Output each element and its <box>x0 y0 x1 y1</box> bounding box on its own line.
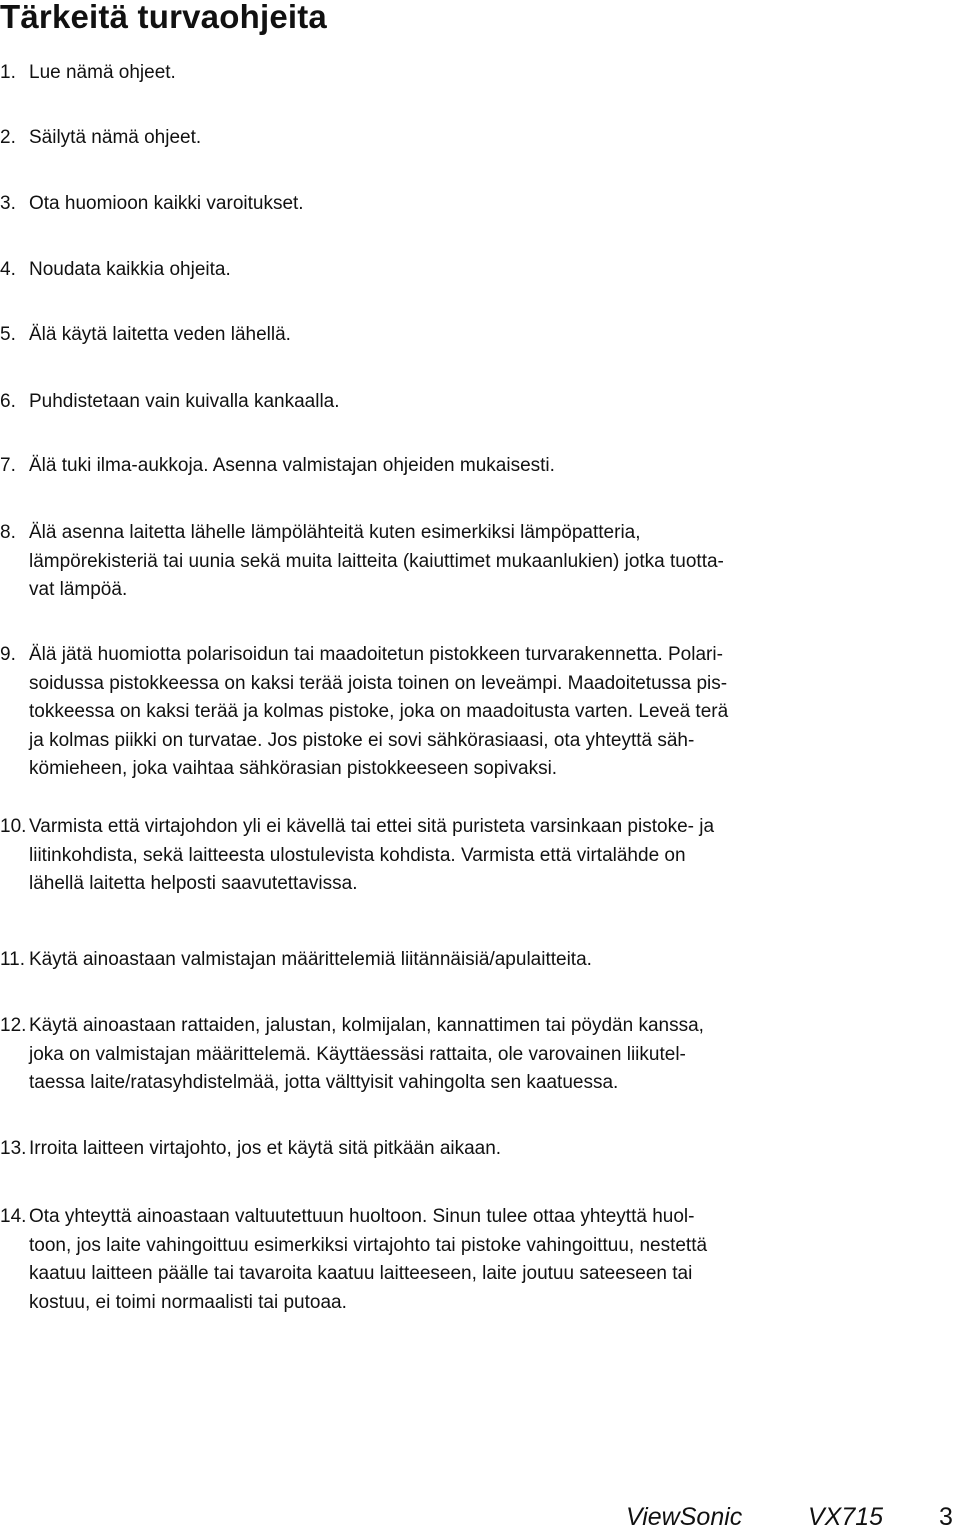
list-item-line: toon, jos laite vahingoittuu esimerkiksi virtajohto tai pistoke vahingoittuu, nestettä <box>29 1234 708 1256</box>
list-item-line: Älä tuki ilma-aukkoja. Asenna valmistajan ohjeiden mukaisesti. <box>29 455 555 476</box>
list-item-number: 1. <box>0 62 16 83</box>
list-item-number: 6. <box>0 391 16 412</box>
list-item-number: 7. <box>0 455 16 476</box>
list-item-number: 4. <box>0 259 16 280</box>
list-item-line: Ota huomioon kaikki varoitukset. <box>29 193 304 214</box>
list-item-line: kömieheen, joka vaihtaa sähkörasian pistokkeeseen sopivaksi. <box>29 758 558 779</box>
list-item-number: 12. <box>0 1015 27 1036</box>
list-item-text <box>29 256 231 285</box>
list-item-text <box>29 190 304 219</box>
list-item-line: joka on valmistajan määrittelemä. Käyttäessäsi rattaita, ole varovainen liikutel- <box>29 1043 686 1065</box>
list-item-text <box>29 452 555 481</box>
list-item-text <box>29 1203 707 1317</box>
list-item-line: Irroita laitteen virtajohto, jos et käytä sitä pitkään aikaan. <box>29 1138 502 1159</box>
list-item-text <box>29 946 592 975</box>
list-item-line: Älä jätä huomiotta polarisoidun tai maadoitetun pistokkeen turvarakennetta. Polari- <box>29 644 723 665</box>
list-item-line: Käytä ainoastaan rattaiden, jalustan, kolmijalan, kannattimen tai pöydän kanssa, <box>29 1015 704 1036</box>
list-item-line: Säilytä nämä ohjeet. <box>29 127 202 148</box>
list-item-line: ja kolmas piikki on turvatae. Jos pistoke ei sovi sähkörasiaasi, ota yhteyttä säh- <box>29 729 695 751</box>
list-item-line: tokkeessa on kaksi terää ja kolmas pistoke, joka on maadoitusta varten. Leveä terä <box>29 701 729 722</box>
list-item-line: taessa laite/ratasyhdistelmää, jotta välttyisit vahingolta sen kaatuessa. <box>29 1072 619 1093</box>
list-item-line: kostuu, ei toimi normaalisti tai putoaa. <box>29 1291 347 1313</box>
list-item-number: 10. <box>0 816 27 837</box>
list-item-line: Noudata kaikkia ohjeita. <box>29 259 231 280</box>
list-item-number: 8. <box>0 522 16 543</box>
list-item-number: 11. <box>0 949 26 970</box>
list-item-text <box>29 321 291 350</box>
list-item-text <box>29 124 201 153</box>
list-item-number: 5. <box>0 324 16 345</box>
list-item-number: 9. <box>0 644 16 665</box>
list-item-text <box>29 1012 704 1098</box>
footer-model: VX715 <box>808 1503 884 1531</box>
list-item-line: Älä asenna laitetta lähelle lämpölähteitä kuten esimerkiksi lämpöpatteria, <box>29 522 641 543</box>
list-item-number: 3. <box>0 193 16 214</box>
list-item-text <box>29 59 176 88</box>
list-item-line: kaatuu laitteen päälle tai tavaroita kaatuu laitteeseen, laite joutuu sateeseen tai <box>29 1263 693 1284</box>
page-number: 3 <box>939 1503 953 1531</box>
list-item-line: Varmista että virtajohdon yli ei kävellä tai ettei sitä puristeta varsinkaan pistoke- ja <box>29 816 715 837</box>
footer-brand: ViewSonic <box>626 1503 743 1531</box>
list-item-number: 14. <box>0 1206 27 1227</box>
list-item-line: Ota yhteyttä ainoastaan valtuutettuun huoltoon. Sinun tulee ottaa yhteyttä huol- <box>29 1206 695 1227</box>
page-title: Tärkeitä turvaohjeita <box>0 0 327 35</box>
list-item-line: lämpörekisteriä tai uunia sekä muita laitteita (kaiuttimet mukaanlukien) jotka tuotta- <box>29 550 724 572</box>
list-item-number: 13. <box>0 1138 27 1159</box>
list-item-line: Käytä ainoastaan valmistajan määrittelemiä liitännäisiä/apulaitteita. <box>29 949 592 970</box>
list-item-line: Lue nämä ohjeet. <box>29 62 176 83</box>
list-item-line: Puhdistetaan vain kuivalla kankaalla. <box>29 391 340 412</box>
list-item-line: Älä käytä laitetta veden lähellä. <box>29 324 291 345</box>
list-item-text <box>29 813 714 899</box>
list-item-text <box>29 641 728 784</box>
list-item-text <box>29 519 724 605</box>
list-item-line: lähellä laitetta helposti saavutettavissa. <box>29 873 358 894</box>
list-item-line: liitinkohdista, sekä laitteesta ulostulevista kohdista. Varmista että virtalähde on <box>29 844 686 866</box>
list-item-number: 2. <box>0 127 16 148</box>
list-item-text <box>29 1135 501 1164</box>
list-item-text <box>29 388 340 417</box>
list-item-line: soidussa pistokkeessa on kaksi terää joista toinen on leveämpi. Maadoitetussa pis- <box>29 672 728 694</box>
list-item-line: vat lämpöä. <box>29 579 128 600</box>
